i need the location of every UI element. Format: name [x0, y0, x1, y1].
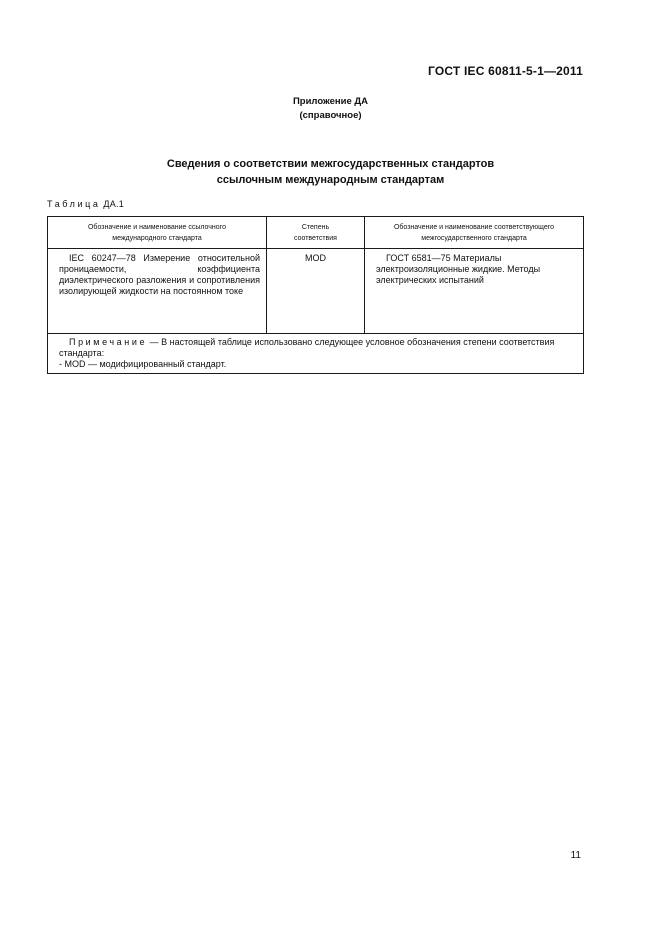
header-international-line-2: международного стандарта	[112, 235, 202, 242]
international-standard-text: IEC 60247—78 Измерение относительной проницаемости, коэффициента диэлектрического разложения и сопротивления изолирующей жидкости на постоянном токе	[59, 253, 260, 296]
cell-international-standard	[48, 249, 267, 334]
title-line-1: Сведения о соответствии межгосударственных стандартов	[166, 158, 495, 170]
degree-text: MOD	[305, 253, 326, 263]
table-caption	[47, 199, 124, 209]
annex-title: Приложение ДА	[292, 96, 369, 107]
table-row	[48, 249, 584, 334]
title-line-2: ссылочным международным стандартам	[216, 174, 445, 186]
header-interstate-line-2: межгосударственного стандарта	[421, 235, 527, 242]
annex-heading	[0, 95, 661, 123]
table-note	[48, 334, 584, 374]
document-code: ГОСТ IEC 60811-5-1—2011	[427, 64, 583, 78]
table-header-row	[48, 217, 584, 249]
cell-interstate-standard	[365, 249, 584, 334]
annex-subtitle: (справочное)	[299, 110, 362, 121]
note-text: — В настоящей таблице использовано следующее условное обозначения степени соответствия стандарта:	[59, 337, 555, 358]
header-degree-line-1: Степень	[301, 224, 330, 231]
note-line-1	[59, 337, 575, 359]
cell-degree	[267, 249, 365, 334]
page-number: 11	[570, 850, 581, 861]
document-title	[0, 156, 661, 188]
header-degree	[267, 217, 365, 249]
table-caption-number: ДА.1	[103, 199, 125, 209]
header-degree-line-2: соответствия	[294, 235, 337, 242]
header-interstate-standard	[365, 217, 584, 249]
header-international-line-1: Обозначение и наименование ссылочного	[87, 224, 226, 231]
correspondence-table	[47, 216, 584, 374]
interstate-standard-text: ГОСТ 6581—75 Материалы электроизоляционные жидкие. Методы электрических испытаний	[376, 253, 541, 285]
table-note-row	[48, 334, 584, 374]
table-caption-prefix: Таблица	[47, 199, 101, 209]
header-international-standard	[48, 217, 267, 249]
note-item: - MOD — модифицированный стандарт.	[59, 359, 227, 369]
note-label: Примечание	[69, 337, 148, 347]
header-interstate-line-1: Обозначение и наименование соответствующего	[393, 224, 555, 231]
